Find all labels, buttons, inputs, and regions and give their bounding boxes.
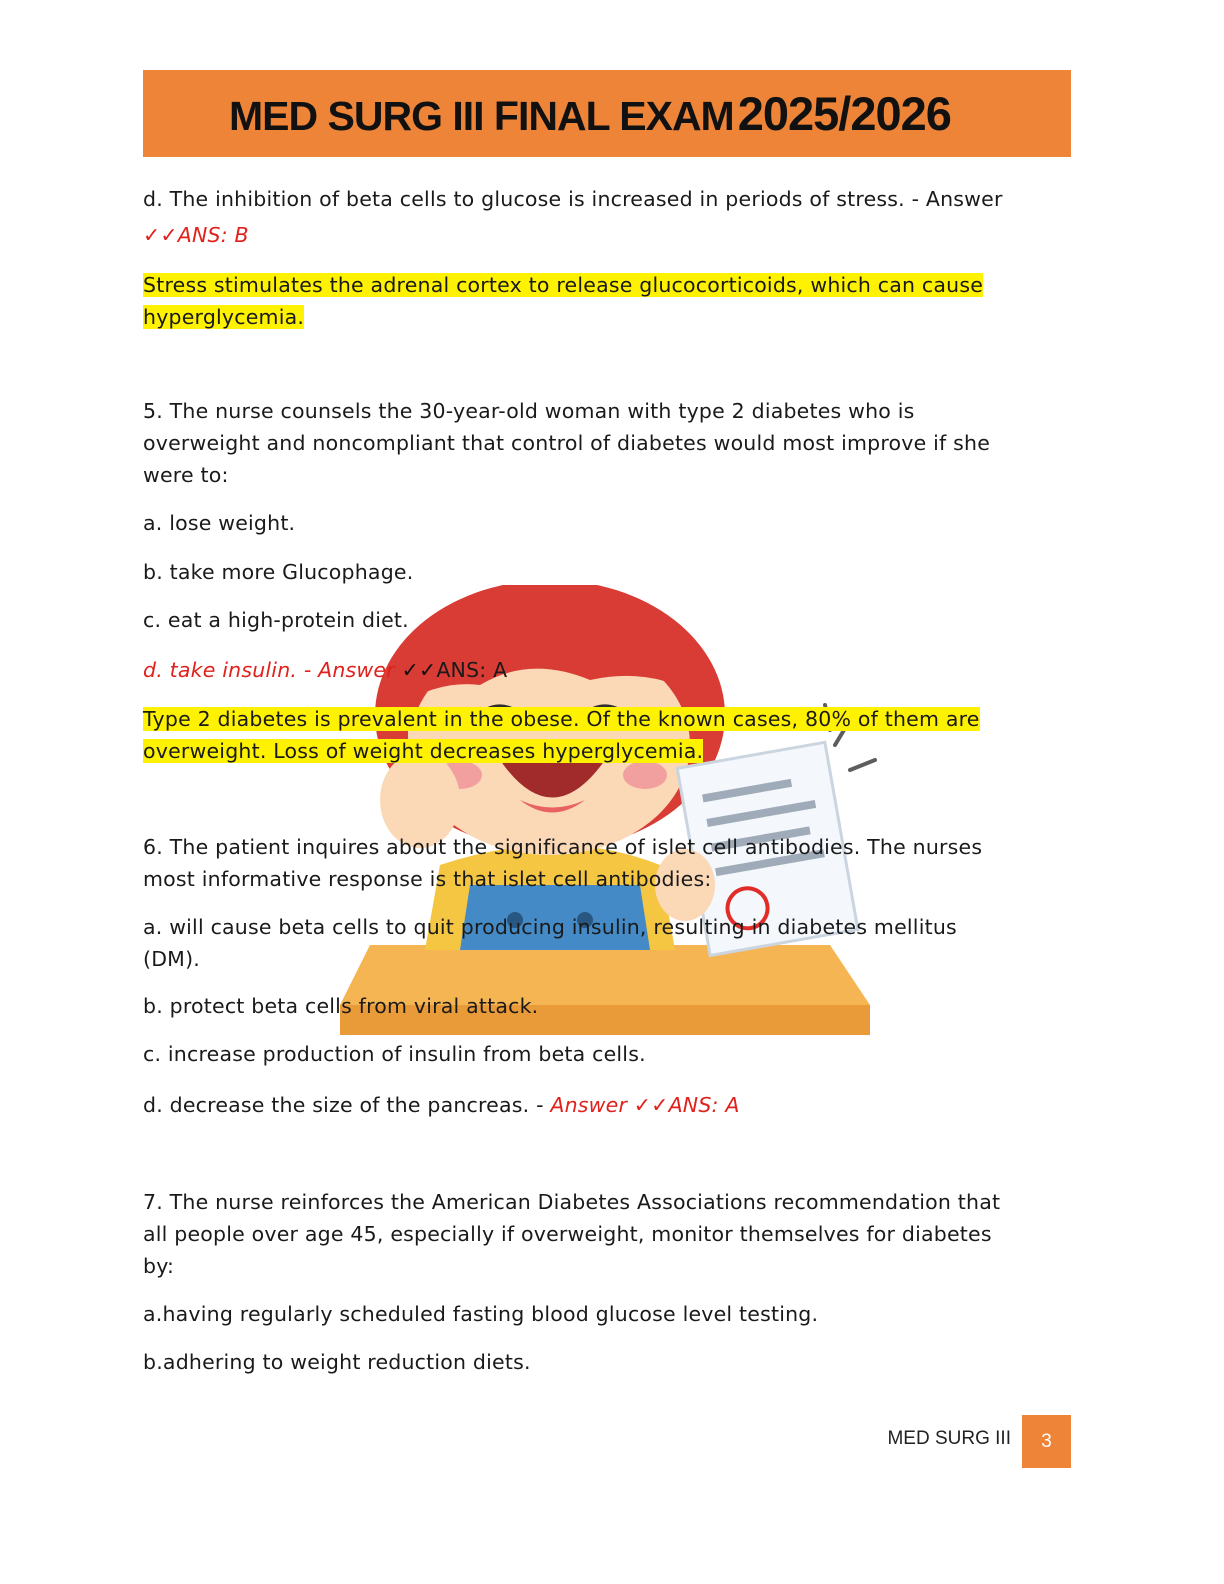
header-banner	[143, 70, 1071, 157]
q6-option-a-line-2: (DM).	[143, 947, 200, 971]
q4-rationale-line-1	[143, 269, 983, 301]
q6-option-d	[143, 1089, 740, 1121]
q7-stem-line-1: 7. The nurse reinforces the American Diabetes Associations recommendation that	[143, 1190, 1001, 1214]
footer-label: MED SURG III	[887, 1428, 1011, 1449]
highlighted-rationale: Stress stimulates the adrenal cortex to release glucocorticoids, which can cause	[143, 273, 984, 297]
q4-rationale-line-2	[143, 301, 304, 333]
q6-option-b: b. protect beta cells from viral attack.	[143, 994, 539, 1018]
q5-answer: ANS: A	[436, 658, 508, 682]
q7-stem-line-3: by:	[143, 1254, 175, 1278]
q4-option-d-text: d. The inhibition of beta cells to glucose is increased in periods of stress. - Answer	[143, 187, 1003, 211]
q7-stem-line-2: all people over age 45, especially if overweight, monitor themselves for diabetes	[143, 1222, 992, 1246]
q5-stem-line-2: overweight and noncompliant that control of diabetes would most improve if she	[143, 431, 991, 455]
q4-option-d	[143, 183, 1003, 215]
q5-option-d	[143, 654, 507, 686]
q5-option-a: a. lose weight.	[143, 511, 296, 535]
page-title	[229, 86, 951, 141]
q6-stem-line-1: 6. The patient inquires about the significance of islet cell antibodies. The nurses	[143, 835, 983, 859]
q6-stem-line-2: most informative response is that islet cell antibodies:	[143, 867, 712, 891]
highlighted-rationale: overweight. Loss of weight decreases hyperglycemia.	[143, 739, 704, 763]
q7-option-b: b.adhering to weight reduction diets.	[143, 1350, 531, 1374]
q4-answer: ✓✓ANS: B	[143, 223, 249, 247]
check-marks: ✓✓	[401, 658, 437, 682]
q5-option-c: c. eat a high-protein diet.	[143, 608, 409, 632]
q6-option-d-text: d. decrease the size of the pancreas. -	[143, 1093, 544, 1117]
q5-option-d-text: d. take insulin. - Answer	[143, 658, 395, 682]
q5-rationale-line-2	[143, 735, 703, 767]
highlighted-rationale: Type 2 diabetes is prevalent in the obese. Of the known cases, 80% of them are	[143, 707, 980, 731]
q7-option-a: a.having regularly scheduled fasting blood glucose level testing.	[143, 1302, 819, 1326]
page-number: 3	[1022, 1415, 1071, 1468]
q5-option-b: b. take more Glucophage.	[143, 560, 414, 584]
title-text: MED SURG III FINAL EXAM	[229, 93, 734, 139]
q6-answer: Answer ✓✓ANS: A	[550, 1093, 740, 1117]
title-year: 2025/2026	[737, 87, 951, 140]
highlighted-rationale: hyperglycemia.	[143, 305, 305, 329]
q5-stem-line-3: were to:	[143, 463, 229, 487]
q6-option-c: c. increase production of insulin from beta cells.	[143, 1042, 646, 1066]
q5-stem-line-1: 5. The nurse counsels the 30-year-old woman with type 2 diabetes who is	[143, 399, 915, 423]
q6-option-a-line-1: a. will cause beta cells to quit producing insulin, resulting in diabetes mellitus	[143, 915, 957, 939]
q5-rationale-line-1	[143, 703, 980, 735]
